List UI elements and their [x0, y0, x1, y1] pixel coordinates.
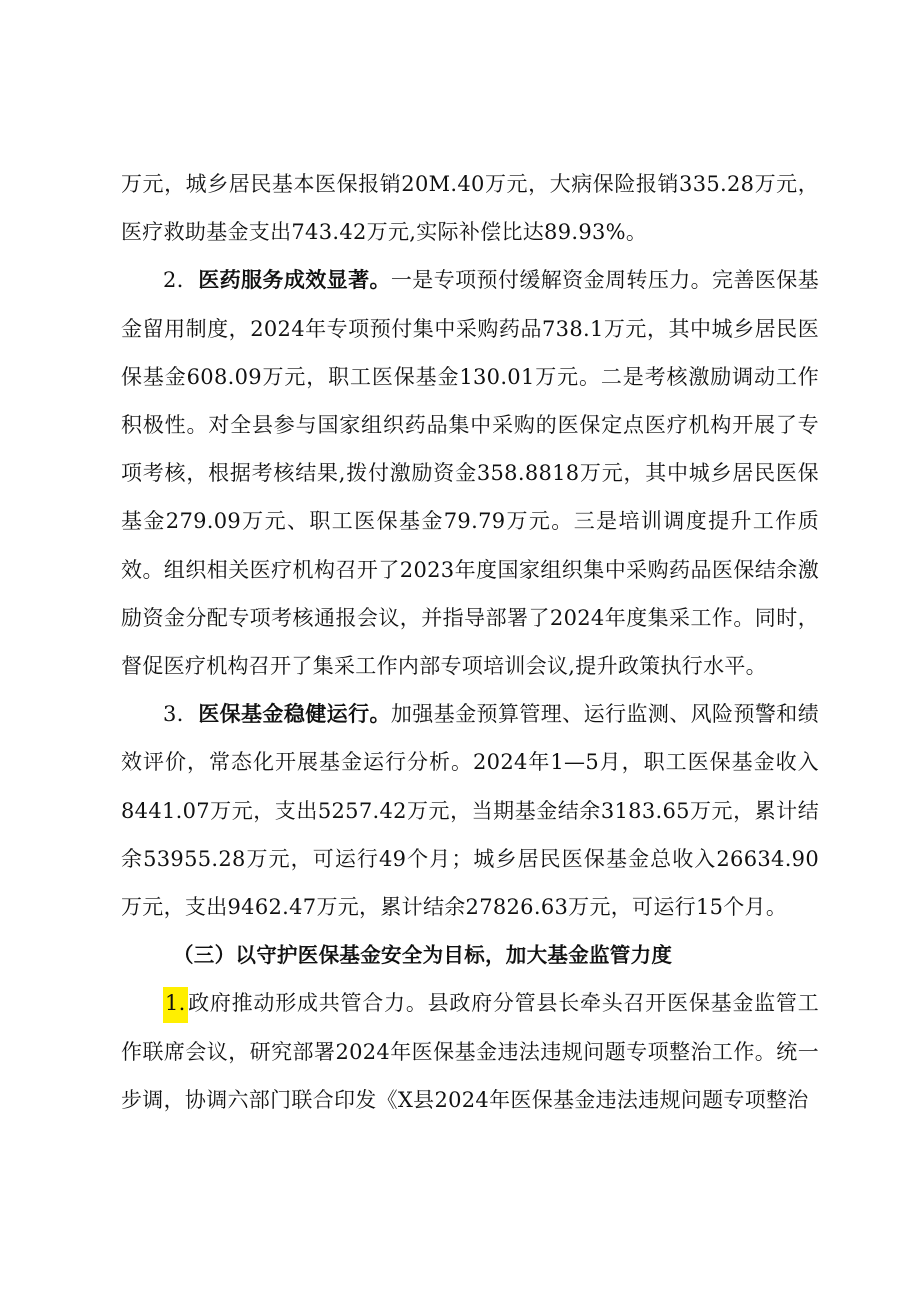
section-2-number: 2．: [163, 268, 199, 293]
document-body: [121, 160, 819, 1124]
section-2-title: 医药服务成效显著。: [198, 268, 391, 293]
highlighted-number: 1.: [163, 987, 188, 1023]
section-2-body: 一是专项预付缓解资金周转压力。完善医保基金留用制度，2024年专项预付集中采购药品738.1万元，其中城乡居民医保基金608.09万元，职工医保基金130.01万元。二是考核激励调动工作积极性。对全县参与国家组织药品集中采购的医保定点医疗机构开展了专项考核，根据考核结果,拨付激励资金358.8818万元，其中城乡居民医保基金279.09万元、职工医保基金79.79万元。三是培训调度提升工作质效。组织相关医疗机构召开了2023年度国家组织集中采购药品医保结余激励资金分配专项考核通报会议，并指导部署了2024年度集采工作。同时，督促医疗机构召开了集采工作内部专项培训会议,提升政策执行水平。: [121, 268, 819, 679]
section-2-paragraph: [121, 256, 819, 690]
section-3-body: 加强基金预算管理、运行监测、风险预警和绩效评价，常态化开展基金运行分析。2024年1—5月，职工医保基金收入8441.07万元，支出5257.42万元，当期基金结余3183.65万元，累计结余53955.28万元，可运行49个月；城乡居民医保基金总收入26634.90万元，支出9462.47万元，累计结余27826.63万元，可运行15个月。: [121, 702, 819, 920]
intro-paragraph: [121, 160, 819, 256]
government-paragraph: [121, 979, 819, 1124]
intro-text: 万元，城乡居民基本医保报销20M.40万元，大病保险报销335.28万元，医疗救助基金支出743.42万元,实际补偿比达89.93%。: [121, 172, 819, 245]
section-3-title: 医保基金稳健运行。: [198, 702, 391, 727]
section-3-paragraph: [121, 690, 819, 931]
section-heading-3: （三）以守护医保基金安全为目标，加大基金监管力度: [173, 943, 673, 968]
government-body: 政府推动形成共管合力。县政府分管县长牵头召开医保基金监管工作联席会议，研究部署2024年医保基金违法违规问题专项整治工作。统一步调，协调六部门联合印发《X县2024年医保基金违法违规问题专项整治: [121, 991, 819, 1112]
section-3-number: 3．: [163, 702, 199, 727]
